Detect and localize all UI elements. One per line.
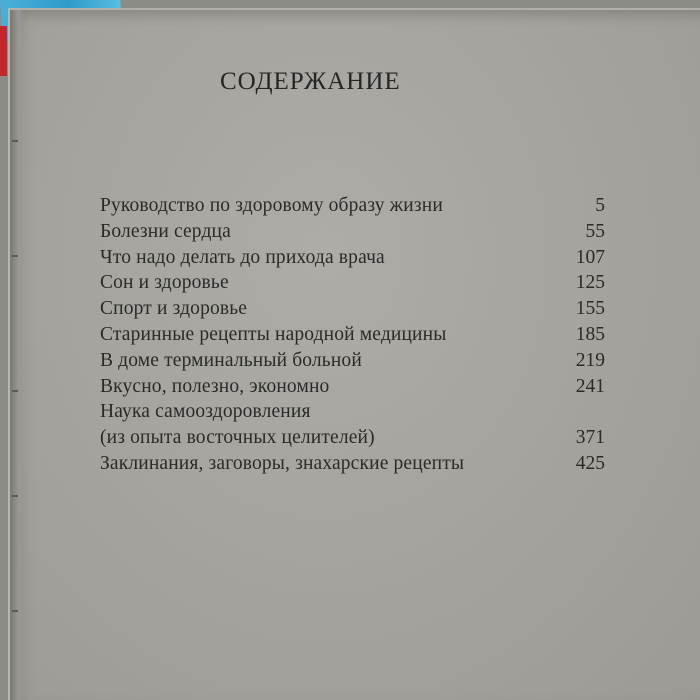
toc-entry-page: 425 [575,452,605,474]
toc-entry-title: Вкусно, полезно, экономно [100,375,330,397]
toc-entry [100,219,605,245]
toc-entry [100,451,605,477]
page-binding [10,10,24,700]
toc-entry-title: Болезни сердца [100,220,231,242]
binding-stitch [12,255,18,257]
toc-list [100,193,605,477]
toc-entry [100,245,605,271]
toc-entry-page: 185 [575,323,605,345]
toc-entry [100,399,605,425]
binding-stitch [12,610,18,612]
binding-stitch [12,495,18,497]
toc-entry [100,425,605,451]
toc-entry-page: 241 [575,375,605,397]
spine-red-edge [0,26,7,76]
toc-entry [100,348,605,374]
book-page [8,8,700,700]
toc-entry-page: 219 [575,349,605,371]
toc-entry-page: 155 [575,298,605,320]
toc-entry-page: 107 [575,246,605,268]
binding-stitch [12,140,18,142]
toc-entry-page: 55 [585,220,605,242]
toc-entry-page: 5 [595,195,605,216]
toc-entry-page: 371 [575,427,605,449]
toc-entry-title: Старинные рецепты народной медицины [100,323,447,345]
toc-entry [100,374,605,400]
toc-entry-page: 125 [575,272,605,294]
toc-entry [100,296,605,322]
toc-entry-title: Наука самооздоровления [100,401,311,423]
binding-stitch [12,390,18,392]
toc-entry-title: Сон и здоровье [100,272,229,294]
toc-entry-title: Заклинания, заговоры, знахарские рецепты [100,452,465,474]
toc-title: СОДЕРЖАНИЕ [220,68,401,95]
toc-entry [100,322,605,348]
toc-entry-title: Спорт и здоровье [100,298,248,320]
toc-entry-title: В доме терминальный больной [100,349,362,371]
toc-entry [100,193,605,219]
toc-entry-title: (из опыта восточных целителей) [100,427,375,449]
toc-entry [100,270,605,296]
toc-entry-title: Руководство по здоровому образу жизни [100,195,443,216]
toc-entry-title: Что надо делать до прихода врача [100,246,385,268]
